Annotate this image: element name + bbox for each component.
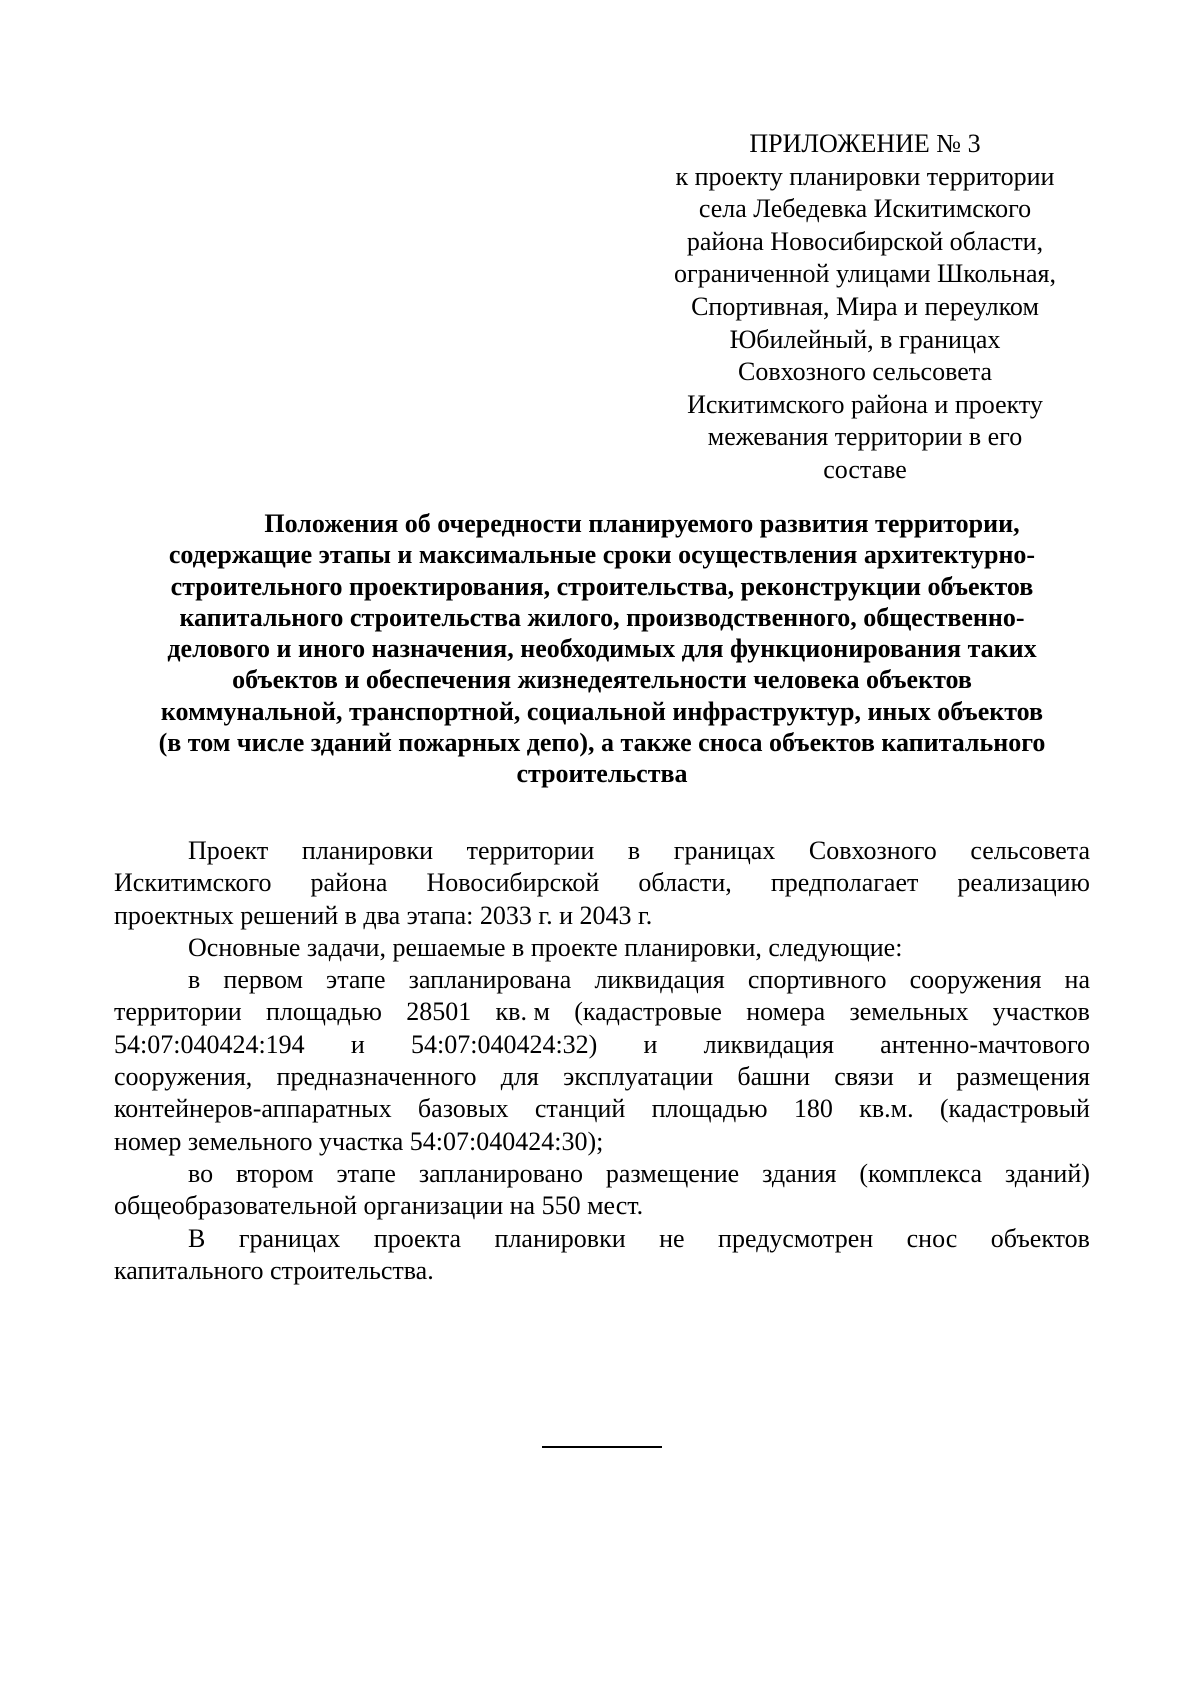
word: (комплекса <box>859 1158 983 1188</box>
word: территории <box>114 997 242 1027</box>
paragraph-stage-two <box>114 1158 1090 1223</box>
word: объектов <box>990 1223 1090 1253</box>
word: области, <box>638 868 732 898</box>
word: (кадастровые <box>574 997 722 1027</box>
word: станций <box>534 1094 626 1124</box>
word: кв.м. <box>859 1094 914 1124</box>
document-heading <box>114 508 1090 790</box>
word: зданий) <box>1004 1158 1090 1188</box>
word: предусмотрен <box>718 1223 874 1253</box>
word: и <box>643 1029 658 1059</box>
heading-line: коммунальной, транспортной, социальной инфраструктур, иных объектов <box>160 696 1044 726</box>
word: спортивного <box>747 965 887 995</box>
word: планировки <box>494 1223 626 1253</box>
word: 28501 <box>406 997 472 1027</box>
word: земельных <box>849 997 969 1027</box>
word: для <box>500 1062 539 1092</box>
word: территории <box>466 836 595 865</box>
word: не <box>659 1223 685 1253</box>
paragraph-stage-one <box>114 964 1090 1158</box>
word: предполагает <box>770 868 919 898</box>
text-line <box>114 1029 1090 1061</box>
appendix-line: Совхозного сельсовета <box>738 357 992 387</box>
heading-line: строительного проектирования, строительства, реконструкции объектов <box>170 571 1034 601</box>
heading-line: делового и иного назначения, необходимых для функционирования таких <box>167 634 1037 664</box>
word: и <box>918 1062 932 1092</box>
word: участков <box>992 997 1090 1027</box>
appendix-line: межевания территории в его <box>707 422 1023 452</box>
word: связи <box>834 1062 894 1092</box>
text-line: общеобразовательной организации на 550 мест. <box>114 1191 644 1221</box>
word: 54:07:040424:32) <box>411 1029 598 1059</box>
closing-divider <box>542 1446 662 1448</box>
word: размещения <box>956 1062 1090 1092</box>
appendix-line: Юбилейный, в границах <box>729 324 1001 354</box>
text-line <box>114 1158 1090 1190</box>
paragraph-demolition <box>114 1223 1090 1288</box>
text-line <box>114 867 1090 899</box>
word: сельсовета <box>970 836 1090 865</box>
text-line <box>114 996 1090 1028</box>
word: кв. м <box>495 997 550 1027</box>
text-line: проектных решений в два этапа: 2033 г. и 2043 г. <box>114 900 653 930</box>
word: этапе <box>326 965 386 995</box>
text-line <box>114 1093 1090 1125</box>
word: 180 <box>793 1094 833 1124</box>
appendix-line: к проекту планировки территории <box>675 161 1055 191</box>
word: в <box>188 965 201 995</box>
word: В <box>188 1223 206 1253</box>
word: проекта <box>373 1223 462 1253</box>
word: Новосибирской <box>426 868 600 898</box>
appendix-line: села Лебедевка Искитимского <box>698 194 1032 224</box>
word: границах <box>673 836 776 865</box>
text-line <box>114 1223 1090 1255</box>
appendix-line: Спортивная, Мира и переулком <box>691 291 1039 321</box>
document-body <box>114 835 1090 1287</box>
word: сооружения <box>909 965 1042 995</box>
heading-line: содержащие этапы и максимальные сроки осуществления архитектурно- <box>168 540 1036 570</box>
paragraph-tasks-intro <box>114 932 1090 964</box>
word: снос <box>906 1223 958 1253</box>
word: 54:07:040424:194 <box>114 1029 305 1059</box>
word: запланировано <box>418 1158 583 1188</box>
word: и <box>350 1029 365 1059</box>
heading-line: строительства <box>516 759 688 789</box>
word: размещение <box>605 1158 740 1188</box>
word: в <box>627 836 641 865</box>
heading-line: (в том числе зданий пожарных депо), а также сноса объектов капитального <box>158 728 1046 758</box>
appendix-line: района Новосибирской области, <box>686 226 1044 256</box>
word: площадью <box>265 997 382 1027</box>
word: Проект <box>188 836 269 865</box>
word: Искитимского <box>114 868 272 898</box>
word: запланирована <box>408 965 572 995</box>
word: предназначенного <box>276 1062 477 1092</box>
word: сооружения, <box>114 1062 253 1092</box>
word: границах <box>238 1223 341 1253</box>
word: этапе <box>336 1158 396 1188</box>
word: втором <box>235 1158 314 1188</box>
appendix-header <box>655 128 1075 487</box>
word: первом <box>223 965 303 995</box>
text-line: Основные задачи, решаемые в проекте планировки, следующие: <box>188 932 903 962</box>
word: на <box>1064 965 1090 995</box>
text-line <box>114 1061 1090 1093</box>
word: башни <box>737 1062 810 1092</box>
word: ликвидация <box>594 965 725 995</box>
word: номера <box>746 997 826 1027</box>
text-line <box>114 964 1090 996</box>
appendix-title: ПРИЛОЖЕНИЕ № 3 <box>749 129 981 158</box>
word: площадью <box>651 1094 768 1124</box>
word: контейнеров-аппаратных <box>114 1094 392 1124</box>
word: района <box>310 868 388 898</box>
appendix-line: Искитимского района и проекту <box>687 389 1043 419</box>
word: базовых <box>417 1094 509 1124</box>
word: здания <box>762 1158 837 1188</box>
text-line: номер земельного участка 54:07:040424:30); <box>114 1126 604 1156</box>
heading-line: объектов и обеспечения жизнедеятельности человека объектов <box>232 665 972 695</box>
word: эксплуатации <box>563 1062 714 1092</box>
word: ликвидация <box>703 1029 834 1059</box>
word: планировки <box>301 836 433 865</box>
word: во <box>188 1158 214 1188</box>
text-line: капитального строительства. <box>114 1255 434 1285</box>
heading-line: Положения об очередности планируемого развития территории, <box>264 509 1020 538</box>
word: Совхозного <box>808 836 937 865</box>
text-line <box>114 835 1090 867</box>
word: реализацию <box>957 868 1090 898</box>
word: (кадастровый <box>939 1094 1090 1124</box>
appendix-line: ограниченной улицами Школьная, <box>674 259 1056 289</box>
appendix-line: составе <box>823 454 907 484</box>
word: антенно-мачтового <box>880 1029 1090 1059</box>
heading-line: капитального строительства жилого, производственного, общественно- <box>179 602 1025 632</box>
paragraph-project-scope <box>114 835 1090 932</box>
